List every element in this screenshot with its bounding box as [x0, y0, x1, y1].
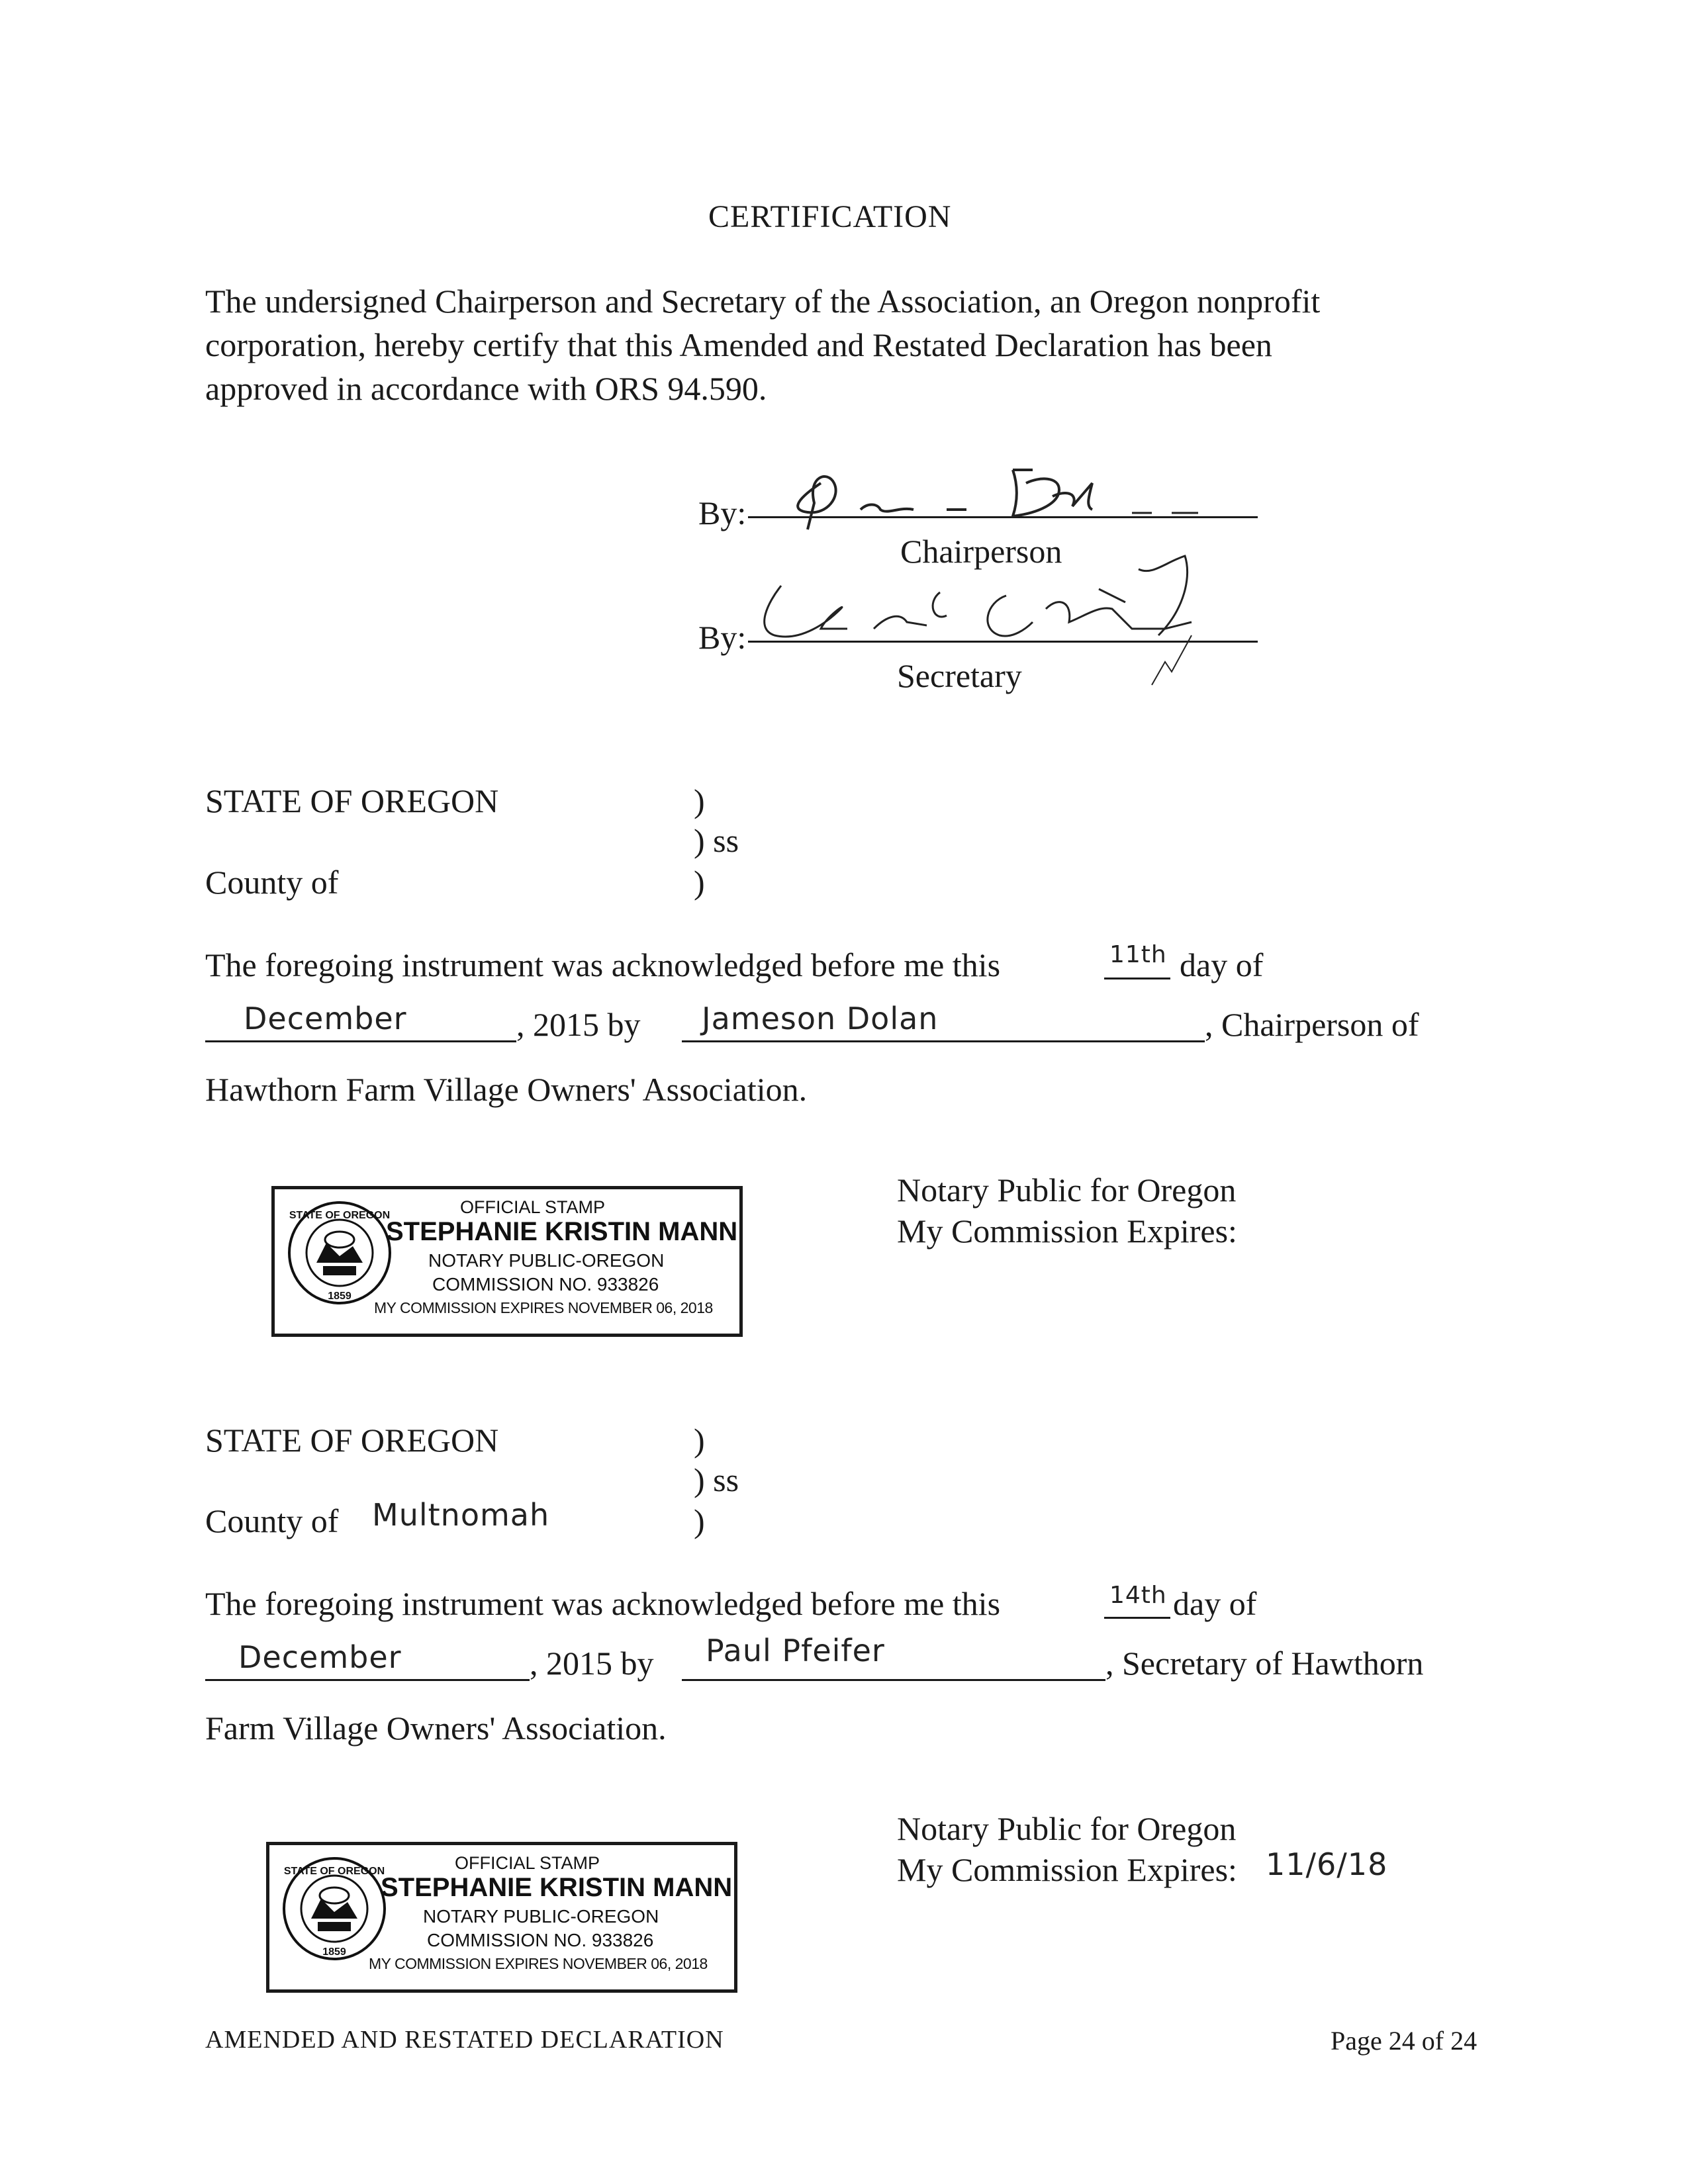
- stamp-2-line-5: MY COMMISSION EXPIRES NOVEMBER 06, 2018: [369, 1955, 708, 1972]
- svg-text:STATE OF OREGON: STATE OF OREGON: [283, 1866, 385, 1877]
- ack2-ss: ) ss: [694, 1461, 739, 1498]
- ack2-text-line-1: The foregoing instrument was acknowledged before me this: [205, 1585, 1001, 1622]
- stamp-2-line-1: OFFICIAL STAMP: [455, 1853, 600, 1873]
- intro-line-3: approved in accordance with ORS 94.590.: [205, 370, 767, 407]
- stamp-1-line-1: OFFICIAL STAMP: [460, 1197, 606, 1217]
- ack1-year-by: , 2015 by: [516, 1006, 641, 1043]
- ack2-paren-1: ): [694, 1422, 705, 1459]
- ack1-month-line: [205, 1040, 516, 1042]
- ack2-expires-value: 11/6/18: [1266, 1846, 1388, 1882]
- ack2-name-line: [682, 1679, 1105, 1681]
- ack1-county-label: County of: [205, 864, 339, 901]
- ack1-state: STATE OF OREGON: [205, 782, 499, 819]
- notary-stamp-2: [266, 1842, 737, 1993]
- secretary-by-label: By:: [698, 619, 747, 656]
- ack2-text-line-3: Farm Village Owners' Association.: [205, 1709, 667, 1747]
- svg-text:1859: 1859: [322, 1946, 346, 1958]
- stamp-1-line-4: COMMISSION NO. 933826: [432, 1274, 659, 1295]
- stamp-1-line-2: STEPHANIE KRISTIN MANN: [386, 1217, 738, 1246]
- ack1-text-line-1: The foregoing instrument was acknowledged before me this: [205, 946, 1001, 983]
- stamp-1-line-3: NOTARY PUBLIC-OREGON: [428, 1250, 665, 1271]
- ack1-name-value: Jameson Dolan: [702, 1001, 939, 1036]
- ack2-day-of: day of: [1173, 1585, 1257, 1622]
- ack2-year-by: , 2015 by: [530, 1645, 654, 1682]
- ack2-notary-line-1: Notary Public for Oregon: [897, 1810, 1237, 1847]
- footer-document-title: AMENDED AND RESTATED DECLARATION: [205, 2026, 724, 2054]
- ack1-paren-3: ): [694, 864, 705, 901]
- ack1-notary-line-1: Notary Public for Oregon: [897, 1171, 1237, 1208]
- intro-line-2: corporation, hereby certify that this Amended and Restated Declaration has been: [205, 326, 1272, 363]
- ack1-month-value: December: [244, 1001, 407, 1036]
- ack2-day-value: 14th: [1109, 1582, 1167, 1609]
- ack1-paren-1: ): [694, 782, 705, 819]
- ack1-ss: ) ss: [694, 822, 739, 859]
- stamp-2-line-4: COMMISSION NO. 933826: [427, 1930, 654, 1950]
- oregon-seal-icon: [287, 1200, 393, 1306]
- page-title: CERTIFICATION: [708, 199, 952, 234]
- ack2-county-label: County of: [205, 1502, 339, 1539]
- ack2-paren-3: ): [694, 1502, 705, 1539]
- ack1-text-line-3: Hawthorn Farm Village Owners' Association.: [205, 1071, 808, 1108]
- ack1-role-suffix: , Chairperson of: [1205, 1006, 1419, 1043]
- ack2-day-line: [1104, 1617, 1170, 1619]
- ack1-day-value: 11th: [1109, 941, 1167, 968]
- svg-text:1859: 1859: [328, 1291, 352, 1302]
- footer-page-number: Page 24 of 24: [1331, 2026, 1477, 2056]
- ack2-month-value: December: [238, 1639, 402, 1675]
- chair-title-label: Chairperson: [900, 533, 1062, 570]
- stamp-2-line-2: STEPHANIE KRISTIN MANN: [381, 1873, 733, 1902]
- svg-text:STATE OF OREGON: STATE OF OREGON: [289, 1210, 391, 1221]
- ack2-role-suffix: , Secretary of Hawthorn: [1105, 1645, 1424, 1682]
- oregon-seal-icon: [281, 1856, 387, 1962]
- ack2-county-value: Multnomah: [372, 1497, 550, 1533]
- chair-signature: [761, 443, 1264, 536]
- ack2-month-line: [205, 1679, 530, 1681]
- stamp-2-line-3: NOTARY PUBLIC-OREGON: [423, 1906, 659, 1927]
- ack1-day-line: [1104, 978, 1170, 979]
- intro-line-1: The undersigned Chairperson and Secretary of the Association, an Oregon nonprofit: [205, 283, 1321, 320]
- ack1-name-line: [682, 1040, 1205, 1042]
- ack2-notary-line-2: My Commission Expires:: [897, 1851, 1237, 1888]
- chair-by-label: By:: [698, 494, 747, 531]
- secretary-title-label: Secretary: [897, 657, 1022, 694]
- stamp-1-line-5: MY COMMISSION EXPIRES NOVEMBER 06, 2018: [374, 1299, 713, 1316]
- ack1-notary-line-2: My Commission Expires:: [897, 1212, 1237, 1250]
- ack1-day-of: day of: [1180, 946, 1264, 983]
- notary-stamp-1: [271, 1186, 743, 1337]
- ack2-name-value: Paul Pfeifer: [706, 1633, 885, 1668]
- ack2-state: STATE OF OREGON: [205, 1422, 499, 1459]
